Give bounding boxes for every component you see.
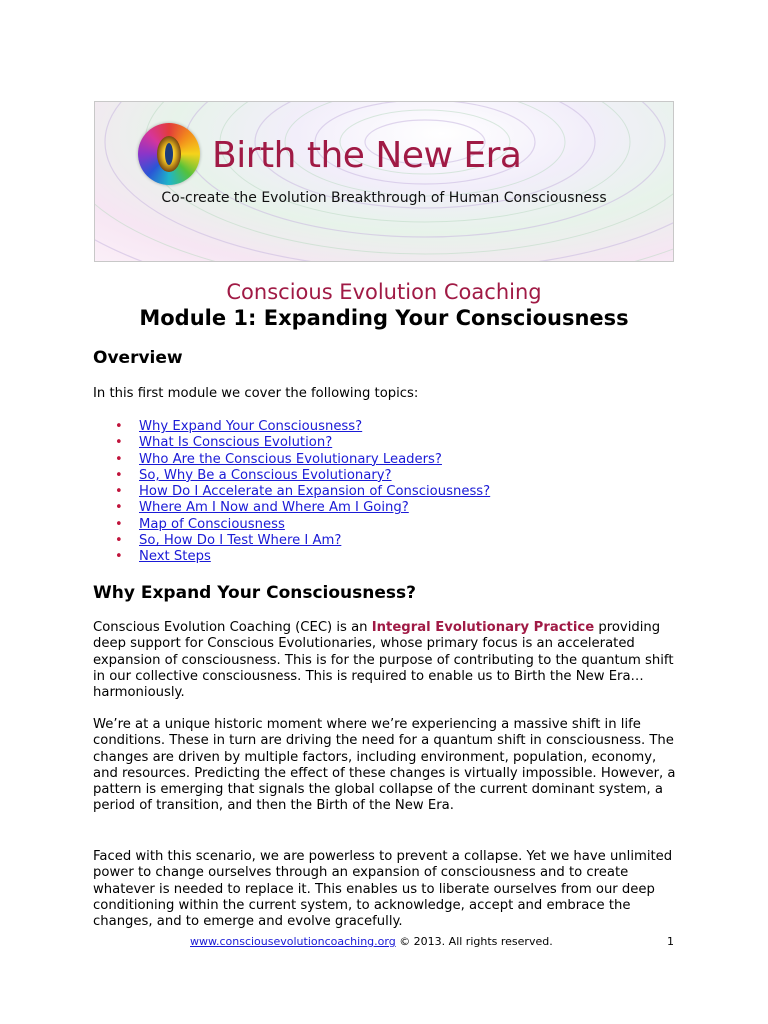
module-title: Module 1: Expanding Your Consciousness [139, 306, 629, 330]
list-item [93, 452, 490, 468]
list-item [93, 533, 490, 549]
bullet-icon: • [115, 435, 123, 451]
topic-link[interactable]: Map of Consciousness [139, 516, 285, 532]
topic-link[interactable]: What Is Conscious Evolution? [139, 435, 333, 451]
footer-text [190, 935, 553, 948]
bullet-icon: • [115, 516, 123, 532]
paragraph-text: Conscious Evolution Coaching (CEC) is an [93, 620, 372, 635]
topic-link[interactable]: Next Steps [139, 549, 211, 565]
bullet-icon: • [115, 549, 123, 565]
section-heading: Why Expand Your Consciousness? [93, 583, 417, 603]
topic-link[interactable]: So, How Do I Test Where I Am? [139, 533, 342, 549]
bullet-icon: • [115, 451, 123, 467]
copyright: © 2013. All rights reserved. [399, 935, 553, 948]
paragraph-shift: We’re at a unique historic moment where we’re experiencing a massive shift in life conditions. These in turn are driving the need for a quantum shift in consciousness. The changes are driven by multiple factors, including environment, population, economy, and resources. Predicting the effect of these changes is virtually impossible. However, a pattern is emerging that signals the global collapse of the current dominant system, a period of transition, and then the Birth of the New Era. [93, 717, 676, 814]
paragraph-text: providing deep support for Conscious Evolutionaries, whose primary focus is an accelerated expansion of consciousness. This is for the purpose of contributing to the quantum shift in our collective consciousness. This is required to enable us to Birth the New Era…harmoniously. [93, 620, 674, 701]
list-item [93, 549, 490, 565]
topics-list [93, 419, 490, 566]
bullet-icon: • [115, 484, 123, 500]
bullet-icon: • [115, 500, 123, 516]
banner-title: Birth the New Era [212, 135, 522, 176]
header-banner [94, 101, 674, 262]
paragraph-power: Faced with this scenario, we are powerless to prevent a collapse. Yet we have unlimited power to change ourselves through an expansion of consciousness and to create whatever is needed to replace it. This enables us to liberate ourselves from our deep conditioning within the current system, to acknowledge, accept and embrace the changes, and to emerge and evolve gracefully. [93, 849, 673, 930]
list-item [93, 435, 490, 451]
paragraph-intro [93, 620, 681, 701]
bullet-icon: • [115, 419, 123, 434]
topic-link[interactable]: Who Are the Conscious Evolutionary Leaders? [139, 451, 442, 467]
list-item [93, 468, 490, 484]
topic-link[interactable]: How Do I Accelerate an Expansion of Consciousness? [139, 484, 491, 500]
topic-link[interactable]: So, Why Be a Conscious Evolutionary? [139, 467, 392, 483]
bullet-icon: • [115, 467, 123, 483]
list-item [93, 500, 490, 516]
list-item [93, 517, 490, 533]
course-title: Conscious Evolution Coaching [226, 280, 542, 304]
bullet-icon: • [115, 533, 123, 549]
list-item [93, 484, 490, 500]
overview-heading: Overview [93, 348, 183, 368]
overview-intro: In this first module we cover the following topics: [93, 386, 419, 401]
footer-link[interactable]: www.consciousevolutioncoaching.org [190, 935, 396, 948]
topic-link[interactable]: Why Expand Your Consciousness? [139, 419, 363, 434]
logo-icon [138, 123, 200, 185]
banner-subtitle: Co-create the Evolution Breakthrough of Human Consciousness [161, 190, 607, 206]
list-item [93, 419, 490, 435]
practice-highlight: Integral Evolutionary Practice [371, 620, 595, 635]
page-number: 1 [667, 935, 674, 948]
topic-link[interactable]: Where Am I Now and Where Am I Going? [139, 500, 409, 516]
